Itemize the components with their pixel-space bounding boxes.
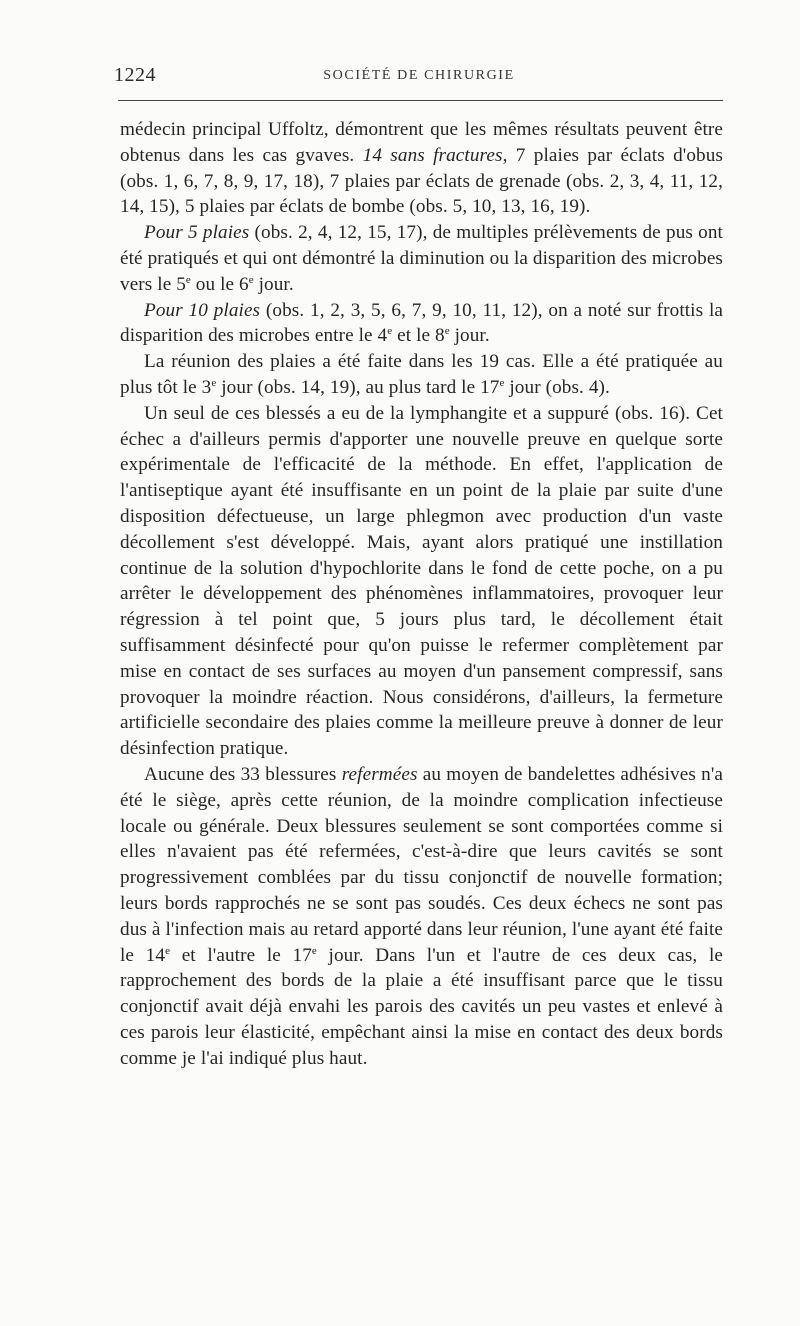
ordinal-superscript: e: [311, 944, 317, 957]
paragraph: [120, 762, 723, 1072]
ordinal-superscript: e: [444, 325, 450, 338]
text-run: ou le 6: [190, 273, 249, 295]
text-run: (obs. 1, 2, 3, 5, 6, 7, 9, 10, 11, 12), on a noté sur frottis la disparition des microbes entre le 4: [120, 299, 723, 347]
text-run: jour.: [253, 273, 294, 295]
paragraph: [120, 401, 723, 762]
page-header: [114, 64, 724, 88]
ordinal-superscript: e: [387, 325, 393, 338]
italic-run: 14 sans fractures: [362, 144, 503, 166]
text-run: Un seul de ces blessés a eu de la lymphangite et a suppuré (obs. 16). Cet échec a d'ailleurs permis d'apporter une nouvelle preuve en quelque sorte expérimentale de l'efficacité de la méthode. En effet, l'application de l'antiseptique ayant été insuffisante en un point de la plaie par suite d'une disposition défectueuse, un large phlegmon avec production d'un vaste décollement s'est développé. Mais, ayant alors pratiqué une instillation continue de la solution d'hypochlorite dans le fond de cette poche, on a pu arrêter le développement des phénomènes inflammatoires, provoquer leur régression à tel point que, 5 jours plus tard, le décollement était suffisamment désinfecté pour qu'on puisse le refermer complètement par mise en contact de ses surfaces au moyen d'un pansement compressif, sans provoquer la moindre réaction. Nous considérons, d'ailleurs, la fermeture artificielle secondaire des plaies comme la meilleure preuve à donner de leur désinfection pratique.: [120, 402, 723, 760]
ordinal-superscript: e: [165, 944, 171, 957]
header-rule: [118, 100, 723, 101]
paragraph: [120, 349, 723, 401]
text-run: , 7 plaies par éclats d'obus (obs. 1, 6, 7, 8, 9, 17, 18), 7 plaies par éclats de grenade (obs. 2, 3, 4, 11, 12, 14, 15), 5 plaies par éclats de bombe (obs. 5, 10, 13, 16, 19).: [120, 144, 723, 218]
italic-run: Pour 5 plaies: [144, 222, 250, 244]
text-run: Aucune des 33 blessures: [144, 763, 342, 785]
ordinal-superscript: e: [248, 273, 254, 286]
running-head: SOCIÉTÉ DE CHIRURGIE: [323, 68, 515, 83]
text-run: jour.: [449, 325, 490, 347]
paragraph: [120, 298, 723, 350]
text-run: (obs. 2, 4, 12, 15, 17), de multiples prélèvements de pus ont été pratiqués et qui ont démontré la diminution ou la disparition des microbes vers le 5: [120, 222, 723, 295]
italic-run: Pour 10 plaies: [144, 299, 261, 321]
text-run: La réunion des plaies a été faite dans les 19 cas. Elle a été pratiquée au plus tôt le 3: [120, 351, 723, 398]
ordinal-superscript: e: [185, 273, 191, 286]
page-number: 1224: [114, 64, 156, 86]
text-run: médecin principal Uffoltz, démontrent que les mêmes résultats peuvent être obtenus dans les cas gvaves.: [120, 119, 723, 166]
paragraph: [120, 117, 723, 220]
text-run: jour (obs. 14, 19), au plus tard le 17: [216, 376, 500, 398]
body-text: [120, 117, 723, 1071]
ordinal-superscript: e: [499, 376, 505, 389]
text-run: au moyen de bandelettes adhésives n'a été le siège, après cette réunion, de la moindre complication infectieuse locale ou générale. Deux blessures seulement se sont comportées comme si elles n'avaient pas été refermées, c'est-à-dire que leurs cavités se sont progressivement comblées par du tissu conjonctif de nouvelle formation; leurs bords rapprochés ne se sont pas soudés. Ces deux échecs ne sont pas dus à l'infection mais au retard apporté dans leur réunion, l'une ayant été faite le 14: [120, 763, 723, 966]
italic-run: refermées: [341, 763, 418, 785]
ordinal-superscript: e: [211, 376, 217, 389]
text-run: jour (obs. 4).: [504, 376, 610, 398]
text-run: et l'autre le 17: [170, 944, 312, 966]
text-run: et le 8: [392, 325, 445, 347]
paragraph: [120, 220, 723, 297]
text-run: jour. Dans l'un et l'autre de ces deux cas, le rapprochement des bords de la plaie a été insuffisant parce que le tissu conjonctif avait déjà envahi les parois des cavités un peu vastes et enlevé à ces parois leur élasticité, empêchant ainsi la mise en contact des deux bords comme je l'ai indiqué plus haut.: [120, 944, 723, 1069]
